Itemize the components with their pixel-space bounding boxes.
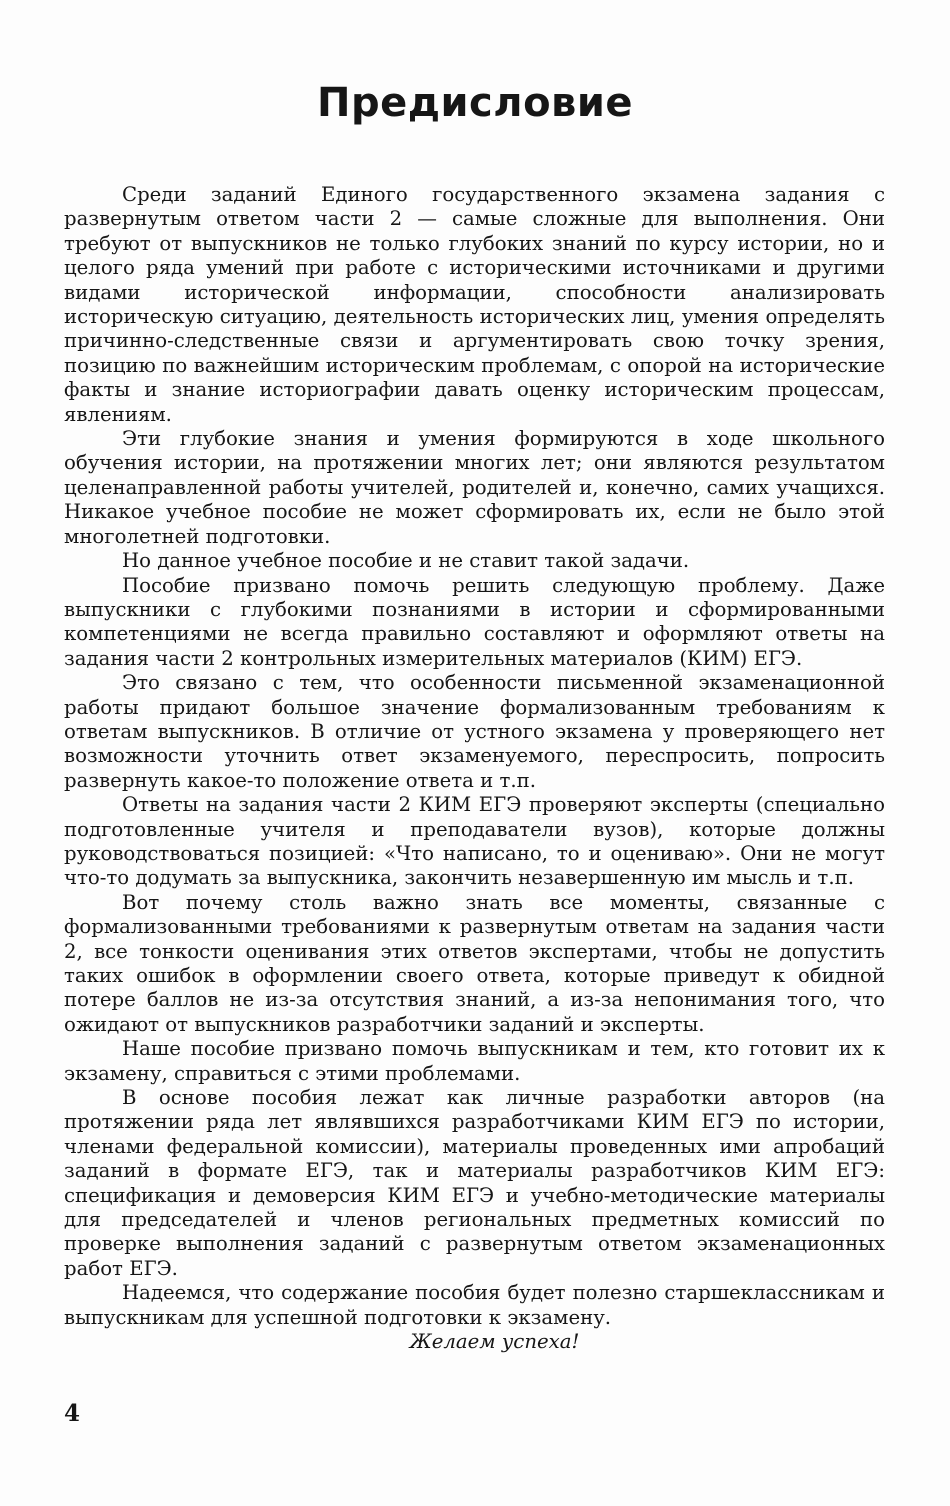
- paragraph-10: Надеемся, что содержание пособия будет полезно старшеклассникам и выпускникам для успешной подготовки к экзамену.: [64, 1281, 885, 1329]
- page-title: Предисловие: [316, 80, 634, 126]
- paragraph-6: Ответы на задания части 2 КИМ ЕГЭ проверяют эксперты (специально подготовленные учителя и преподаватели вузов), которые должны руководствоваться позицией: «Что написано, то и оцениваю». Они не могут что-то додумать за выпускника, закончить незавершенную им мысль и т.п.: [64, 793, 885, 890]
- paragraph-2: Эти глубокие знания и умения формируются в ходе школьного обучения истории, на протяжении многих лет; они являются результатом целенаправленной работы учителей, родителей и, конечно, самих учащихся. Никакое учебное пособие не может сформировать их, если не было этой многолетней подготовки.: [64, 427, 885, 548]
- body-text: [64, 183, 885, 1355]
- paragraph-4: Пособие призвано помочь решить следующую проблему. Даже выпускники с глубокими познаниями в истории и сформированными компетенциями не всегда правильно составляют и оформляют ответы на задания части 2 контрольных измерительных материалов (КИМ) ЕГЭ.: [64, 573, 885, 670]
- paragraph-3: Но данное учебное пособие и не ставит такой задачи.: [122, 549, 690, 573]
- paragraph-1: Среди заданий Единого государственного экзамена задания с развернутым ответом части 2 — самые сложные для выполнения. Они требуют от выпускников не только глубоких знаний по курсу истории, но и целого ряда умений при работе с историческими источниками и другими видами исторической информации, способности анализировать историческую ситуацию, деятельность исторических лиц, умения определять причинно-следственные связи и аргументировать свою точку зрения, позицию по важнейшим историческим проблемам, с опорой на исторические факты и знание историографии давать оценку историческим процессам, явлениям.: [64, 183, 885, 426]
- page-number: 4: [64, 1400, 81, 1427]
- paragraph-9: В основе пособия лежат как личные разработки авторов (на протяжении ряда лет являвшихся разработчиками КИМ ЕГЭ по истории, членами федеральной комиссии), материалы проведенных ими апробаций заданий в формате ЕГЭ, так и материалы разработчиков КИМ ЕГЭ: спецификация и демоверсия КИМ ЕГЭ и учебно-методические материалы для председателей и членов региональных предметных комиссий по проверке выполнения заданий с развернутым ответом экзаменационных работ ЕГЭ.: [64, 1086, 885, 1280]
- closing-line: Желаем успеха!: [409, 1330, 580, 1354]
- paragraph-8: Наше пособие призвано помочь выпускникам и тем, кто готовит их к экзамену, справиться с этими проблемами.: [64, 1037, 885, 1085]
- paragraph-7: Вот почему столь важно знать все моменты, связанные с формализованными требованиями к развернутым ответам на задания части 2, все тонкости оценивания этих ответов экспертами, чтобы не допустить таких ошибок в оформлении своего ответа, которые приведут к обидной потере баллов не из-за отсутствия знаний, а из-за непонимания того, что ожидают от выпускников разработчики заданий и эксперты.: [64, 890, 885, 1036]
- paragraph-5: Это связано с тем, что особенности письменной экзаменационной работы придают большое значение формализованным требованиям к ответам выпускников. В отличие от устного экзамена у проверяющего нет возможности уточнить ответ экзаменуемого, переспросить, попросить развернуть какое-то положение ответа и т.п.: [64, 671, 885, 792]
